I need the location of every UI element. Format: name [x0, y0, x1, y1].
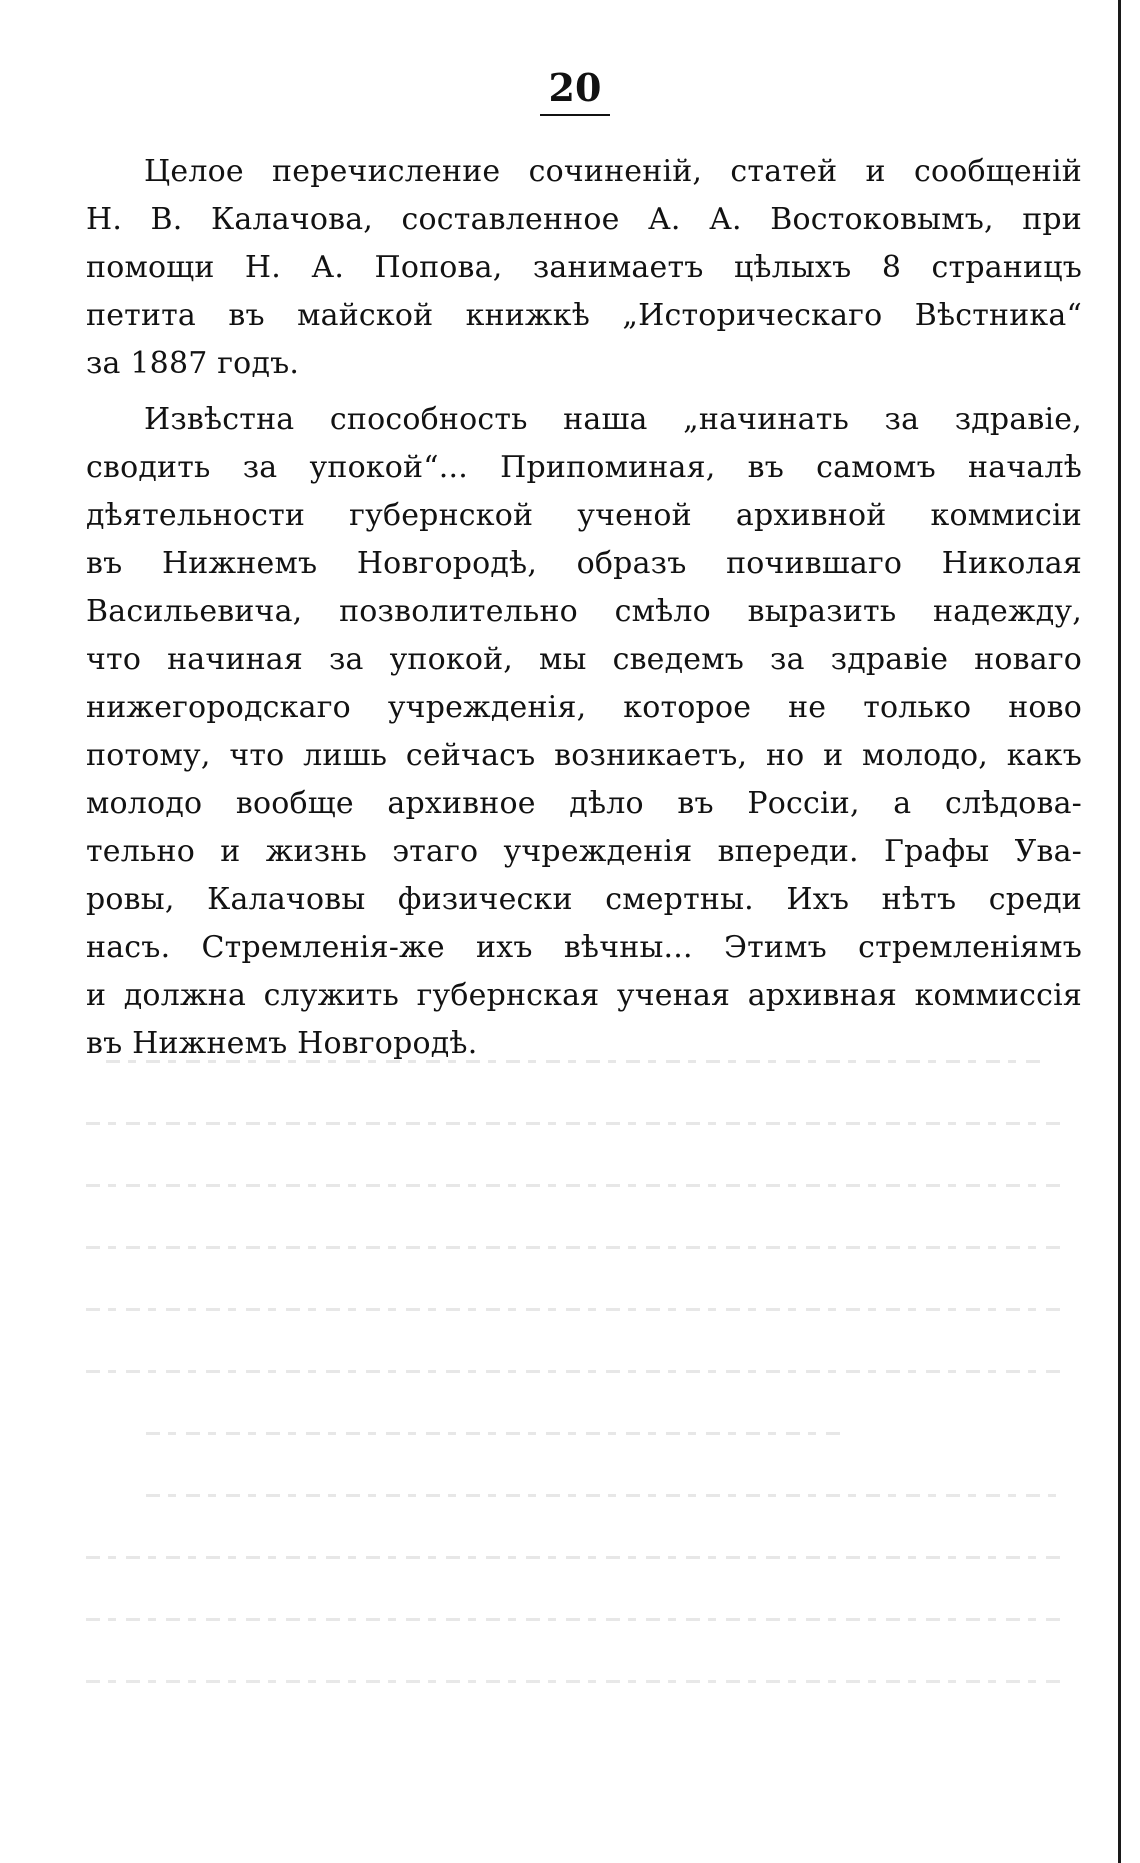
paragraph-2-line: въ Нижнемъ Новгородѣ. — [86, 1026, 478, 1061]
paragraph-2-line: что начиная за упокой, мы сведемъ за здравіе новаго — [86, 642, 1082, 677]
paragraph-1-line: Н. В. Калачова, составленное А. А. Востоковымъ, при — [86, 202, 1082, 237]
paragraph-1-line: за 1887 годъ. — [86, 346, 300, 381]
paragraph-2-line: насъ. Стремленія-же ихъ вѣчны... Этимъ стремленіямъ — [86, 930, 1082, 965]
paragraph-2-line: и должна служить губернская ученая архивная коммиссія — [86, 978, 1082, 1013]
paragraph-2-line: Извѣстна способность наша „начинать за здравіе, — [144, 402, 1082, 437]
bleed-through-line — [146, 1494, 1066, 1497]
paragraph-2-line: дѣятельности губернской ученой архивной коммисіи — [86, 498, 1082, 533]
paragraph-2-line: сводить за упокой“... Припоминая, въ самомъ началѣ — [86, 450, 1082, 485]
bleed-through-line — [86, 1618, 1066, 1621]
bleed-through-line — [86, 1308, 1066, 1311]
page-number: 20 — [548, 65, 602, 110]
paragraph-2-line: нижегородскаго учрежденія, которое не только ново — [86, 690, 1082, 725]
bleed-through-line — [106, 1060, 1046, 1063]
bleed-through-line — [86, 1184, 1066, 1187]
body-text — [86, 148, 1082, 1068]
paragraph-1-line: Целое перечисление сочиненій, статей и сообщеній — [144, 154, 1082, 189]
paragraph-2 — [86, 396, 1082, 1068]
paragraph-2-line: тельно и жизнь этаго учрежденія впереди. Графы Ува- — [86, 834, 1082, 869]
paragraph-2-line: въ Нижнемъ Новгородѣ, образъ почившаго Николая — [86, 546, 1082, 581]
paragraph-2-line: потому, что лишь сейчасъ возникаетъ, но и молодо, какъ — [86, 738, 1082, 773]
bleed-through-line — [86, 1370, 1066, 1373]
paragraph-1 — [86, 148, 1082, 388]
bleed-through-line — [86, 1122, 1066, 1125]
paragraph-2-line: Васильевича, позволительно смѣло выразить надежду, — [86, 594, 1082, 629]
bleed-through-shadow — [86, 1050, 1086, 1750]
bleed-through-line — [146, 1432, 846, 1435]
page-edge-rule — [1118, 0, 1121, 1863]
paragraph-2-line: ровы, Калачовы физически смертны. Ихъ нѣтъ среди — [86, 882, 1082, 917]
bleed-through-line — [86, 1680, 1066, 1683]
paragraph-1-line: петита въ майской книжкѣ „Историческаго Вѣстника“ — [86, 298, 1082, 333]
paragraph-2-line: молодо вообще архивное дѣло въ Россіи, а слѣдова- — [86, 786, 1082, 821]
bleed-through-line — [86, 1246, 1066, 1249]
page-number-underline — [540, 114, 610, 116]
bleed-through-line — [86, 1556, 1066, 1559]
paragraph-1-line: помощи Н. А. Попова, занимаетъ цѣлыхъ 8 страницъ — [86, 250, 1082, 285]
